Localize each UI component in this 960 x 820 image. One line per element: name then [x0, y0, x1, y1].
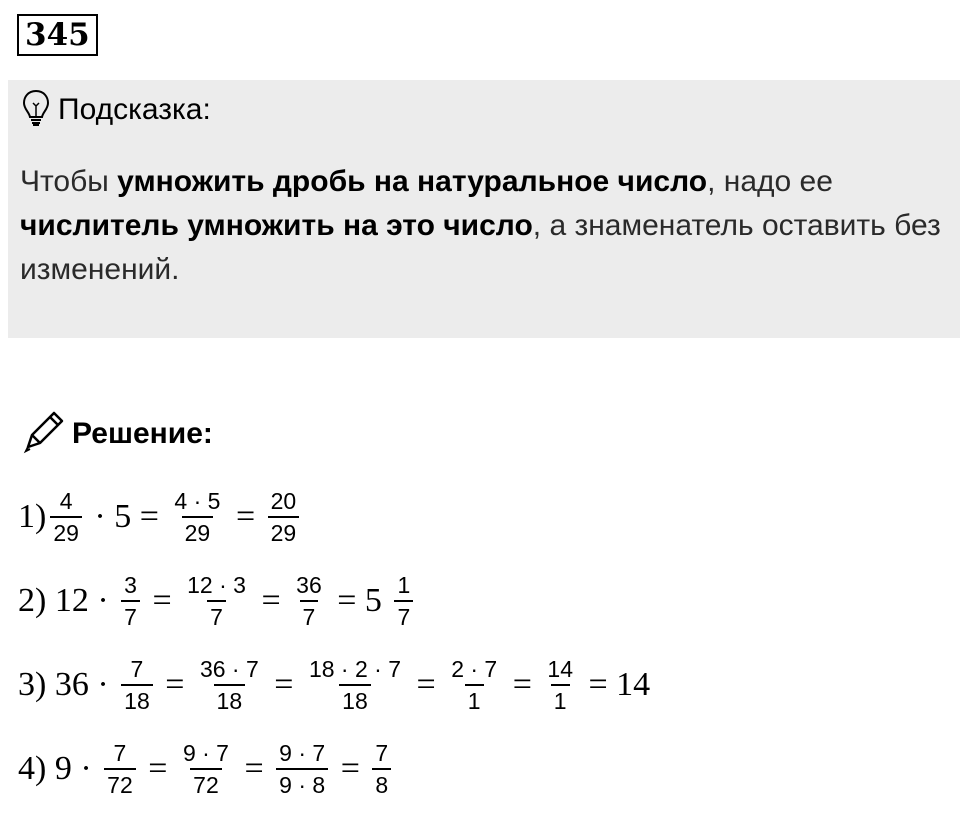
fraction — [184, 572, 249, 630]
fraction — [544, 656, 576, 714]
fraction-denominator: 9 · 8 — [276, 768, 328, 798]
fraction-numerator: 36 · 7 — [199, 656, 259, 682]
equation-text: = 14 — [580, 666, 651, 703]
equation-text: = — [139, 750, 176, 787]
fraction — [180, 740, 232, 798]
fraction — [372, 740, 391, 798]
equation-label: 4) — [18, 750, 47, 787]
equation-text: = — [143, 582, 181, 619]
fraction-numerator: 4 · 5 — [174, 488, 221, 514]
equation-2 — [18, 572, 417, 630]
equation-text: = — [156, 666, 193, 703]
equation-text: = — [504, 666, 541, 703]
equation-text: 12 · — [46, 582, 118, 619]
fraction-numerator: 4 — [59, 488, 73, 514]
equation-text: = — [408, 666, 445, 703]
fraction-numerator: 18 · 2 · 7 — [308, 656, 401, 682]
fraction — [448, 656, 500, 714]
fraction-denominator: 72 — [104, 768, 136, 798]
fraction-numerator: 14 — [547, 656, 573, 682]
fraction-denominator: 72 — [190, 768, 222, 798]
fraction — [121, 572, 140, 630]
hint-text-part: , надо ее — [707, 165, 833, 198]
equation-text: = — [235, 750, 273, 787]
equation-text: = — [332, 750, 369, 787]
fraction-denominator: 7 — [300, 600, 319, 630]
fraction — [121, 656, 153, 714]
pencil-icon — [20, 409, 66, 460]
fraction-denominator: 18 — [339, 684, 371, 714]
equation-label: 3) — [18, 666, 47, 703]
fraction-denominator: 29 — [50, 516, 82, 546]
fraction-numerator: 3 — [124, 572, 137, 598]
fraction — [306, 656, 404, 714]
hint-text — [20, 160, 955, 292]
fraction — [268, 488, 300, 546]
hint-box — [8, 80, 960, 338]
solution-header — [20, 410, 213, 458]
fraction — [276, 740, 328, 798]
equation-3 — [18, 656, 650, 714]
equation-text: = — [265, 666, 302, 703]
hint-text-part: Чтобы — [20, 165, 118, 198]
fraction-denominator: 18 — [121, 684, 153, 714]
fraction-denominator: 29 — [268, 516, 300, 546]
equation-text: · 5 = — [85, 498, 168, 535]
fraction-denominator: 18 — [214, 684, 246, 714]
hint-text-bold: умножить дробь на натуральное число — [117, 165, 708, 198]
fraction-denominator: 7 — [121, 600, 140, 630]
fraction-denominator: 7 — [207, 600, 226, 630]
fraction-denominator: 1 — [465, 684, 484, 714]
equation-text: 9 · — [46, 750, 101, 787]
fraction-denominator: 29 — [182, 516, 214, 546]
fraction-numerator: 20 — [270, 488, 297, 514]
lightbulb-icon — [22, 89, 50, 132]
fraction-denominator: 1 — [551, 684, 570, 714]
equation-label: 2) — [18, 582, 47, 619]
equation-text: 36 · — [46, 666, 118, 703]
fraction-denominator: 7 — [394, 600, 413, 630]
equation-text: = 5 — [328, 582, 391, 619]
fraction — [104, 740, 136, 798]
fraction-numerator: 9 · 7 — [279, 740, 326, 766]
fraction — [293, 572, 325, 630]
fraction-numerator: 1 — [397, 572, 411, 598]
solution-title: Решение: — [72, 417, 213, 450]
fraction-numerator: 7 — [375, 740, 389, 766]
equation-4 — [18, 740, 395, 798]
hint-text-part: , а знаменатель оставить без изменений. — [20, 209, 941, 286]
fraction-numerator: 2 · 7 — [451, 656, 498, 682]
task-number: 345 — [17, 14, 98, 56]
fraction — [50, 488, 82, 546]
fraction — [171, 488, 223, 546]
fraction-numerator: 12 · 3 — [187, 572, 246, 598]
hint-title: Подсказка: — [58, 93, 211, 126]
fraction-numerator: 36 — [296, 572, 322, 598]
hint-header — [22, 92, 211, 128]
equation-text: = — [227, 498, 264, 535]
equation-text: = — [252, 582, 290, 619]
equation-label: 1) — [18, 498, 47, 535]
fraction-numerator: 7 — [130, 656, 144, 682]
fraction — [394, 572, 413, 630]
fraction-numerator: 9 · 7 — [182, 740, 229, 766]
hint-text-bold: числитель умножить на это число — [20, 209, 533, 242]
fraction — [197, 656, 262, 714]
equation-1 — [18, 488, 303, 546]
fraction-denominator: 8 — [372, 768, 391, 798]
fraction-numerator: 7 — [113, 740, 127, 766]
